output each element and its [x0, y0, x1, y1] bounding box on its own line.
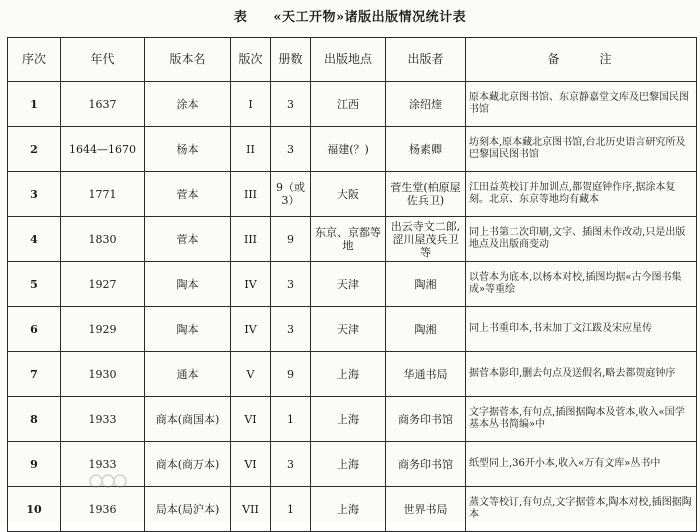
cell-edition-number: VI	[231, 397, 271, 442]
cell-notes: 文字据菅本,有句点,插图据陶本及菅本,收入«国学基本丛书简编»中	[466, 397, 697, 442]
table-row	[8, 352, 697, 397]
cell-volumes: 1	[271, 487, 311, 532]
table-body	[8, 82, 697, 532]
cell-publisher: 出云寺文二郎,涩川屋茂兵卫等	[386, 217, 466, 262]
cell-year: 1644—1670	[61, 127, 145, 172]
header-notes: 备注	[466, 38, 697, 82]
cell-year: 1930	[61, 352, 145, 397]
cell-seq: 6	[8, 307, 61, 352]
cell-notes: 江田益英校订并加训点,都贺庭钟作序,据涂本复刻。北京、东京等地均有藏本	[466, 172, 697, 217]
header-publisher: 出版者	[386, 38, 466, 82]
cell-place: 上海	[311, 352, 386, 397]
header-edition-number: 版次	[231, 38, 271, 82]
cell-edition-number: III	[231, 217, 271, 262]
cell-place: 东京、京都等地	[311, 217, 386, 262]
cell-year: 1830	[61, 217, 145, 262]
cell-year: 1933	[61, 442, 145, 487]
cell-edition-name: 涂本	[145, 82, 231, 127]
cell-notes: 据菅本影印,删去句点及送假名,略去都贺庭钟序	[466, 352, 697, 397]
cell-publisher: 陶湘	[386, 307, 466, 352]
cell-edition-name: 杨本	[145, 127, 231, 172]
cell-publisher: 商务印书馆	[386, 442, 466, 487]
cell-volumes: 1	[271, 397, 311, 442]
cell-edition-name: 菅本	[145, 172, 231, 217]
cell-year: 1927	[61, 262, 145, 307]
watermark-logo	[88, 470, 128, 492]
cell-volumes: 9（或3）	[271, 172, 311, 217]
cell-notes: 同上书重印本,书末加丁文江跋及宋应星传	[466, 307, 697, 352]
cell-seq: 3	[8, 172, 61, 217]
cell-publisher: 华通书局	[386, 352, 466, 397]
cell-notes: 坊刻本,原本藏北京图书馆,台北历史语言研究所及巴黎国民图书馆	[466, 127, 697, 172]
header-volumes: 册数	[271, 38, 311, 82]
cell-place: 天津	[311, 307, 386, 352]
cell-notes: 蒸文等校订,有句点,文字据菅本,陶本对校,插图据陶本	[466, 487, 697, 532]
cell-seq: 8	[8, 397, 61, 442]
cell-notes: 以菅本为底本,以杨本对校,插图均据«古今图书集成»等重绘	[466, 262, 697, 307]
caption-label: 表	[233, 10, 248, 25]
cell-seq: 2	[8, 127, 61, 172]
cell-edition-number: V	[231, 352, 271, 397]
cell-publisher: 杨素卿	[386, 127, 466, 172]
cell-edition-number: VI	[231, 442, 271, 487]
cell-notes: 原本藏北京图书馆、东京静嘉堂文库及巴黎国民图书馆	[466, 82, 697, 127]
cell-place: 福建(？)	[311, 127, 386, 172]
table-row	[8, 262, 697, 307]
cell-publisher: 涂绍煃	[386, 82, 466, 127]
cell-volumes: 3	[271, 127, 311, 172]
cell-year: 1936	[61, 487, 145, 532]
cell-place: 江西	[311, 82, 386, 127]
header-year: 年代	[61, 38, 145, 82]
cell-edition-number: IV	[231, 262, 271, 307]
cell-edition-name: 商本(商国本)	[145, 397, 231, 442]
table-row	[8, 307, 697, 352]
caption-text: «天工开物»诸版出版情况统计表	[273, 10, 467, 25]
cell-year: 1637	[61, 82, 145, 127]
table-row	[8, 217, 697, 262]
cell-place: 天津	[311, 262, 386, 307]
cell-edition-number: IV	[231, 307, 271, 352]
table-row	[8, 172, 697, 217]
cell-volumes: 3	[271, 442, 311, 487]
table-caption	[0, 6, 700, 25]
cell-year: 1929	[61, 307, 145, 352]
cell-edition-number: VII	[231, 487, 271, 532]
cell-seq: 9	[8, 442, 61, 487]
edition-statistics-table	[7, 37, 697, 532]
cell-edition-number: I	[231, 82, 271, 127]
cell-volumes: 3	[271, 82, 311, 127]
cell-notes: 纸型同上,36开小本,收入«万有文库»丛书中	[466, 442, 697, 487]
cell-place: 上海	[311, 397, 386, 442]
cell-publisher: 商务印书馆	[386, 397, 466, 442]
cell-edition-name: 陶本	[145, 262, 231, 307]
cell-volumes: 9	[271, 352, 311, 397]
cell-edition-name: 通本	[145, 352, 231, 397]
cell-seq: 10	[8, 487, 61, 532]
cell-seq: 5	[8, 262, 61, 307]
cell-edition-name: 菅本	[145, 217, 231, 262]
cell-publisher: 菅生堂(柏原屋佐兵卫)	[386, 172, 466, 217]
cell-place: 大阪	[311, 172, 386, 217]
cell-edition-name: 商本(商万本)	[145, 442, 231, 487]
cell-volumes: 3	[271, 262, 311, 307]
cell-publisher: 世界书局	[386, 487, 466, 532]
header-row	[8, 38, 697, 82]
table-row	[8, 127, 697, 172]
header-seq: 序次	[8, 38, 61, 82]
table-row	[8, 397, 697, 442]
cell-seq: 7	[8, 352, 61, 397]
cell-edition-name: 局本(局沪本)	[145, 487, 231, 532]
cell-seq: 1	[8, 82, 61, 127]
cell-publisher: 陶湘	[386, 262, 466, 307]
cell-volumes: 3	[271, 307, 311, 352]
cell-seq: 4	[8, 217, 61, 262]
cell-edition-number: II	[231, 127, 271, 172]
cell-edition-name: 陶本	[145, 307, 231, 352]
cell-volumes: 9	[271, 217, 311, 262]
header-edition-name: 版本名	[145, 38, 231, 82]
cell-place: 上海	[311, 442, 386, 487]
cell-year: 1771	[61, 172, 145, 217]
cell-place: 上海	[311, 487, 386, 532]
table-row	[8, 82, 697, 127]
cell-edition-number: III	[231, 172, 271, 217]
table-row	[8, 487, 697, 532]
cell-notes: 同上书第二次印刷,文字、插图未作改动,只是出版地点及出版商变动	[466, 217, 697, 262]
cell-year: 1933	[61, 397, 145, 442]
header-place: 出版地点	[311, 38, 386, 82]
